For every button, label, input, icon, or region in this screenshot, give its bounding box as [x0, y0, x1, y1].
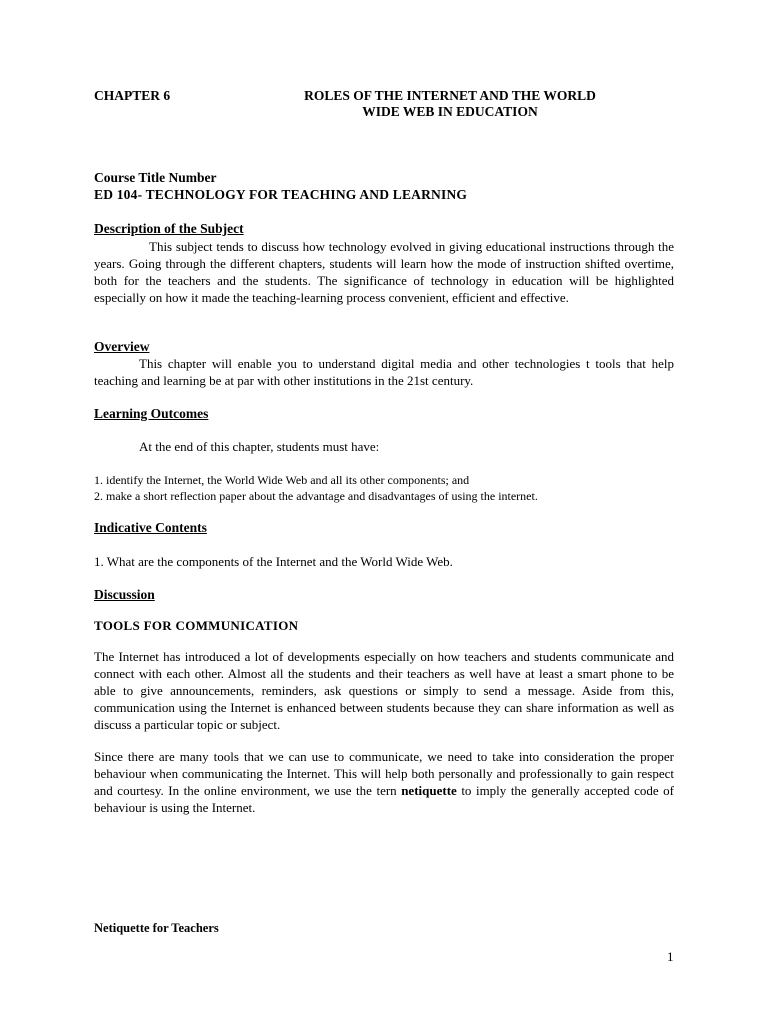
discussion-paragraph-2: [94, 748, 674, 816]
chapter-title: [300, 88, 600, 120]
learning-outcomes-heading: Learning Outcomes: [94, 406, 209, 421]
indicative-contents-heading: Indicative Contents: [94, 520, 207, 535]
learning-outcome-item-1: 1. identify the Internet, the World Wide Web and all its other components; and: [94, 473, 470, 487]
netiquette-term: netiquette: [401, 783, 457, 798]
indicative-content-item-1: 1. What are the components of the Internet and the World Wide Web.: [94, 554, 453, 569]
overview-text: This chapter will enable you to understand digital media and other technologies t tools that help teaching and learning be at par with other institutions in the 21st century.: [94, 356, 674, 388]
course-title-label: Course Title Number: [94, 170, 217, 185]
course-name: ED 104- TECHNOLOGY FOR TEACHING AND LEARNING: [94, 187, 468, 202]
overview-heading: Overview: [94, 339, 150, 354]
description-heading: Description of the Subject: [94, 221, 244, 236]
netiquette-for-teachers-heading: Netiquette for Teachers: [94, 921, 219, 935]
tools-for-communication-heading: TOOLS FOR COMMUNICATION: [94, 618, 299, 633]
description-text: This subject tends to discuss how technology evolved in giving educational instructions through the years. Going through the different chapters, students will learn how the mode of instruction shifted overtime, both for the teachers and the students. The significance of technology in education will be highlighted especially on how it made the teaching-learning process convenient, efficient and effective.: [94, 239, 674, 305]
chapter-number: CHAPTER 6: [94, 88, 171, 103]
discussion-paragraph-1: The Internet has introduced a lot of developments especially on how teachers and students communicate and connect with each other. Almost all the students and their teachers as well have at least a smart phone to be able to give announcements, reminders, ask questions or simply to send a message. Aside from this, communication using the Internet is enhanced between students because they can share information as well as discuss a particular topic or subject.: [94, 649, 674, 732]
page-number: 1: [667, 949, 674, 964]
discussion-heading: Discussion: [94, 587, 155, 602]
learning-outcomes-intro: At the end of this chapter, students must have:: [139, 439, 380, 454]
paragraph-2-text-before: Since there are many tools that we can use to communicate, we need to take into consideration the proper behaviour when communicating the Internet. This will help both personally and professionally to gain respect and courtesy. In the online environment, we use the tern: [94, 749, 674, 798]
chapter-title-line1: ROLES OF THE INTERNET AND THE WORLD: [304, 88, 596, 103]
chapter-title-line2: WIDE WEB IN EDUCATION: [362, 104, 538, 119]
paragraph-2-text-after: to imply the generally accepted code of behaviour is using the Internet.: [94, 783, 674, 815]
learning-outcome-item-2: 2. make a short reflection paper about the advantage and disadvantages of using the internet.: [94, 489, 538, 503]
